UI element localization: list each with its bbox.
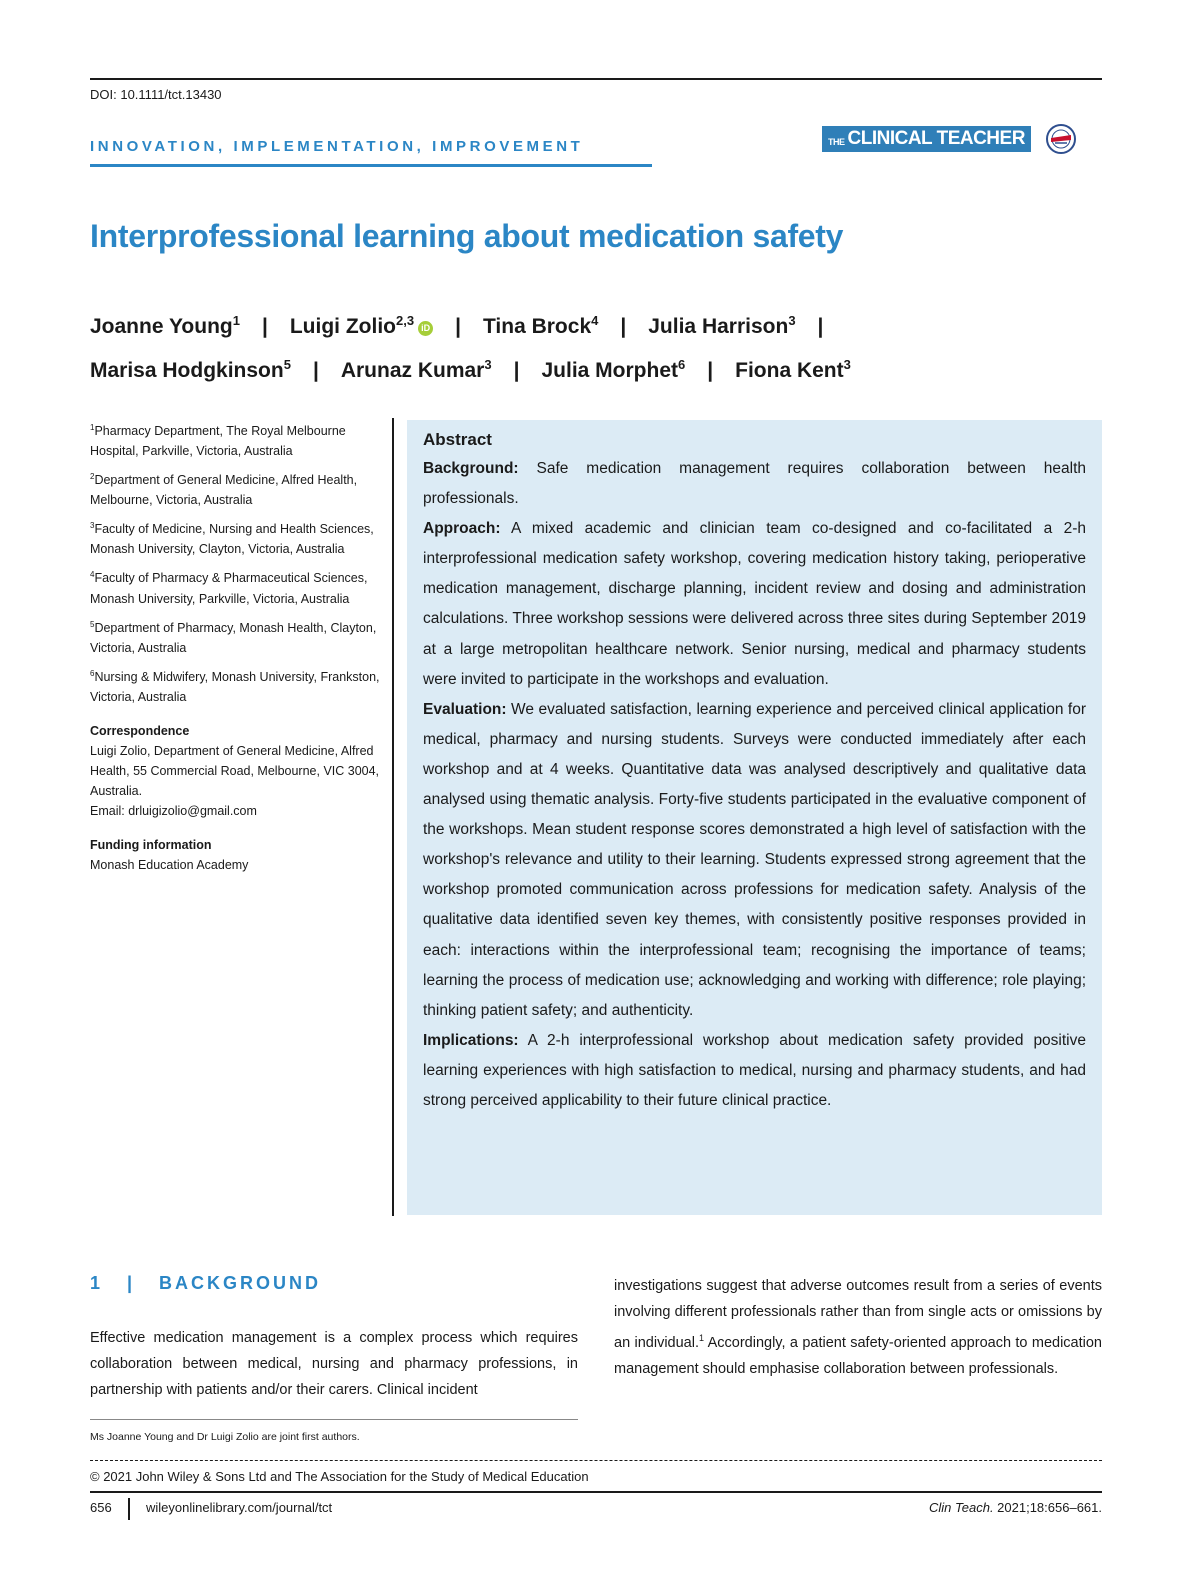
reference-link[interactable]: 1 <box>699 1333 705 1343</box>
body-column-left <box>90 1325 578 1403</box>
affiliation-number: 4 <box>90 570 95 580</box>
affiliation-item <box>90 565 380 608</box>
funding-text: Monash Education Academy <box>90 857 249 872</box>
footnote: Ms Joanne Young and Dr Luigi Zolio are joint first authors. <box>90 1431 360 1443</box>
body-text: Accordingly, a patient safety-oriented approach to medication management should emphasise collaboration between professionals. <box>614 1334 1102 1377</box>
affiliation-number: 3 <box>90 521 95 531</box>
abstract-box <box>407 420 1102 1215</box>
author-line-1 <box>90 302 1090 346</box>
affiliation-number: 1 <box>90 423 95 432</box>
author-line-2 <box>90 346 1090 390</box>
author-affiliation-ref: 2,3 <box>396 313 415 328</box>
abstract-evaluation-text: We evaluated satisfaction, learning experience and perceived clinical application for medical, pharmacy and nursing students. Surveys were conducted immediately after each workshop and at 4 weeks. Quantitative data was analysed descriptively and qualitative data analysed using thematic analysis. Forty-five students participated in the evaluative component of the workshops. Mean student response scores demonstrated a high level of satisfaction with the workshop's relevance and utility to their learning. Students expressed strong agreement that the workshop promoted communication across professions for medication safety. Analysis of the qualitative data identified seven key themes, with consistently positive responses provided in each: interactions within the interprofessional team; recognising the importance of teams; learning the process of medication use; acknowledging and working with difference; role playing; thinking patient safety; and authenticity. <box>423 700 1086 1019</box>
journal-logo[interactable] <box>822 122 1077 156</box>
footnote-rule <box>90 1419 578 1420</box>
author-affiliation-ref: 3 <box>484 357 492 372</box>
author-name[interactable]: Julia Harrison <box>648 315 789 338</box>
affiliation-item <box>90 418 380 461</box>
affiliation-text: Department of Pharmacy, Monash Health, Clayton, Victoria, Australia <box>90 620 377 655</box>
correspondence-text: Luigi Zolio, Department of General Medicine, Alfred Health, 55 Commercial Road, Melbourne, VIC 3004, Australia. <box>90 743 380 798</box>
affiliation-number: 2 <box>90 472 95 482</box>
citation <box>929 1500 1102 1515</box>
affiliation-text: Pharmacy Department, The Royal Melbourne Hospital, Parkville, Victoria, Australia <box>90 424 346 459</box>
affiliation-item <box>90 516 380 559</box>
section-tag-underline <box>90 164 652 167</box>
author-separator: | <box>261 315 268 338</box>
author-list <box>90 302 1090 390</box>
author-separator: | <box>513 359 520 382</box>
affiliation-text: Nursing & Midwifery, Monash University, Frankston, Victoria, Australia <box>90 669 380 704</box>
author-separator: | <box>312 359 319 382</box>
orcid-icon[interactable]: iD <box>418 321 433 336</box>
author-name[interactable]: Joanne Young <box>90 315 233 338</box>
body-column-right <box>614 1273 1102 1382</box>
body-paragraph: Effective medication management is a complex process which requires collaboration between medical, nursing and pharmacy professions, in partnership with patients and/or their carers. Clinical incident <box>90 1330 578 1398</box>
abstract-approach-label: Approach: <box>423 520 501 538</box>
abstract-approach <box>423 514 1086 695</box>
author-name[interactable]: Arunaz Kumar <box>340 359 485 382</box>
journal-logo-wordmark <box>822 126 1031 152</box>
abstract-implications <box>423 1026 1086 1116</box>
author-name[interactable]: Marisa Hodgkinson <box>90 359 284 382</box>
page-number: 656 <box>90 1500 112 1515</box>
footer-divider <box>128 1498 130 1520</box>
author-affiliation-ref: 1 <box>232 313 240 328</box>
author-name[interactable]: Tina Brock <box>482 315 592 338</box>
section-tag: INNOVATION, IMPLEMENTATION, IMPROVEMENT <box>90 138 584 155</box>
footer-rule <box>90 1491 1102 1493</box>
abstract-background-text: Safe medication management requires collaboration between health professionals. <box>423 460 1086 508</box>
body-text: investigations suggest that adverse outcomes result from a series of events involving different professionals rather than from single acts or omissions by an individual. <box>614 1278 1102 1351</box>
abstract-background-label: Background: <box>423 460 519 477</box>
article-title: Interprofessional learning about medication safety <box>90 218 844 254</box>
author-name[interactable]: Luigi Zolio <box>289 315 396 338</box>
author-affiliation-ref: 6 <box>678 357 686 372</box>
affiliation-item <box>90 615 380 658</box>
column-divider <box>392 418 394 1216</box>
journal-logo-text: CLINICAL TEACHER <box>847 128 1025 149</box>
affiliation-text: Department of General Medicine, Alfred Health, Melbourne, Victoria, Australia <box>90 473 358 508</box>
journal-logo-the: THE <box>828 137 845 147</box>
author-affiliation-ref: 5 <box>283 357 291 372</box>
author-affiliation-ref: 3 <box>788 313 796 328</box>
doi[interactable]: DOI: 10.1111/tct.13430 <box>90 87 222 102</box>
top-rule <box>90 78 1102 80</box>
author-separator: | <box>707 359 714 382</box>
journal-abbrev: Clin Teach. <box>929 1500 994 1515</box>
correspondence-email[interactable]: Email: drluigizolio@gmail.com <box>90 803 257 818</box>
funding-heading: Funding information <box>90 837 212 852</box>
correspondence-heading: Correspondence <box>90 723 190 738</box>
citation-details: 2021;18:656–661. <box>993 1500 1102 1515</box>
dashed-rule <box>90 1460 1102 1461</box>
affiliation-text: Faculty of Pharmacy & Pharmaceutical Sciences, Monash University, Parkville, Victoria, Australia <box>90 571 368 606</box>
affiliation-number: 5 <box>90 619 95 629</box>
abstract-approach-text: A mixed academic and clinician team co-designed and co-facilitated a 2-h interprofessional medication safety workshop, covering medication history taking, perioperative medication management, discharge planning, incident review and dosing and administration calculations. Three workshop sessions were delivered across three sites during September 2019 at a large metropolitan healthcare network. Senior nursing, medical and pharmacy students were invited to participate in the workshops and evaluation. <box>423 520 1086 688</box>
society-seal-icon <box>1045 123 1077 155</box>
author-affiliation-ref: 4 <box>591 313 599 328</box>
abstract-evaluation-label: Evaluation: <box>423 700 507 718</box>
affiliation-item <box>90 467 380 510</box>
abstract-implications-text: A 2-h interprofessional workshop about medication safety provided positive learning experiences with high satisfaction to medical, nursing and pharmacy students, and had strong perceived applicability to their future clinical practice. <box>423 1031 1086 1109</box>
body-paragraph <box>614 1273 1102 1382</box>
author-name[interactable]: Fiona Kent <box>735 359 844 382</box>
abstract-heading: Abstract <box>423 430 492 449</box>
journal-url[interactable]: wileyonlinelibrary.com/journal/tct <box>146 1500 333 1515</box>
author-separator: | <box>817 315 824 338</box>
affiliations-column <box>90 418 380 875</box>
author-name[interactable]: Julia Morphet <box>541 359 678 382</box>
abstract-implications-label: Implications: <box>423 1031 519 1049</box>
author-affiliation-ref: 3 <box>843 357 851 372</box>
author-separator: | <box>455 315 461 338</box>
copyright: © 2021 John Wiley & Sons Ltd and The Association for the Study of Medical Education <box>90 1469 589 1484</box>
affiliation-text: Faculty of Medicine, Nursing and Health Sciences, Monash University, Clayton, Victoria, Australia <box>90 522 374 557</box>
section-heading-background: 1 | BACKGROUND <box>90 1273 322 1293</box>
author-separator: | <box>620 315 627 338</box>
affiliation-item <box>90 664 380 707</box>
affiliation-number: 6 <box>90 668 95 678</box>
abstract-evaluation <box>423 695 1086 1026</box>
abstract-background <box>423 454 1086 514</box>
